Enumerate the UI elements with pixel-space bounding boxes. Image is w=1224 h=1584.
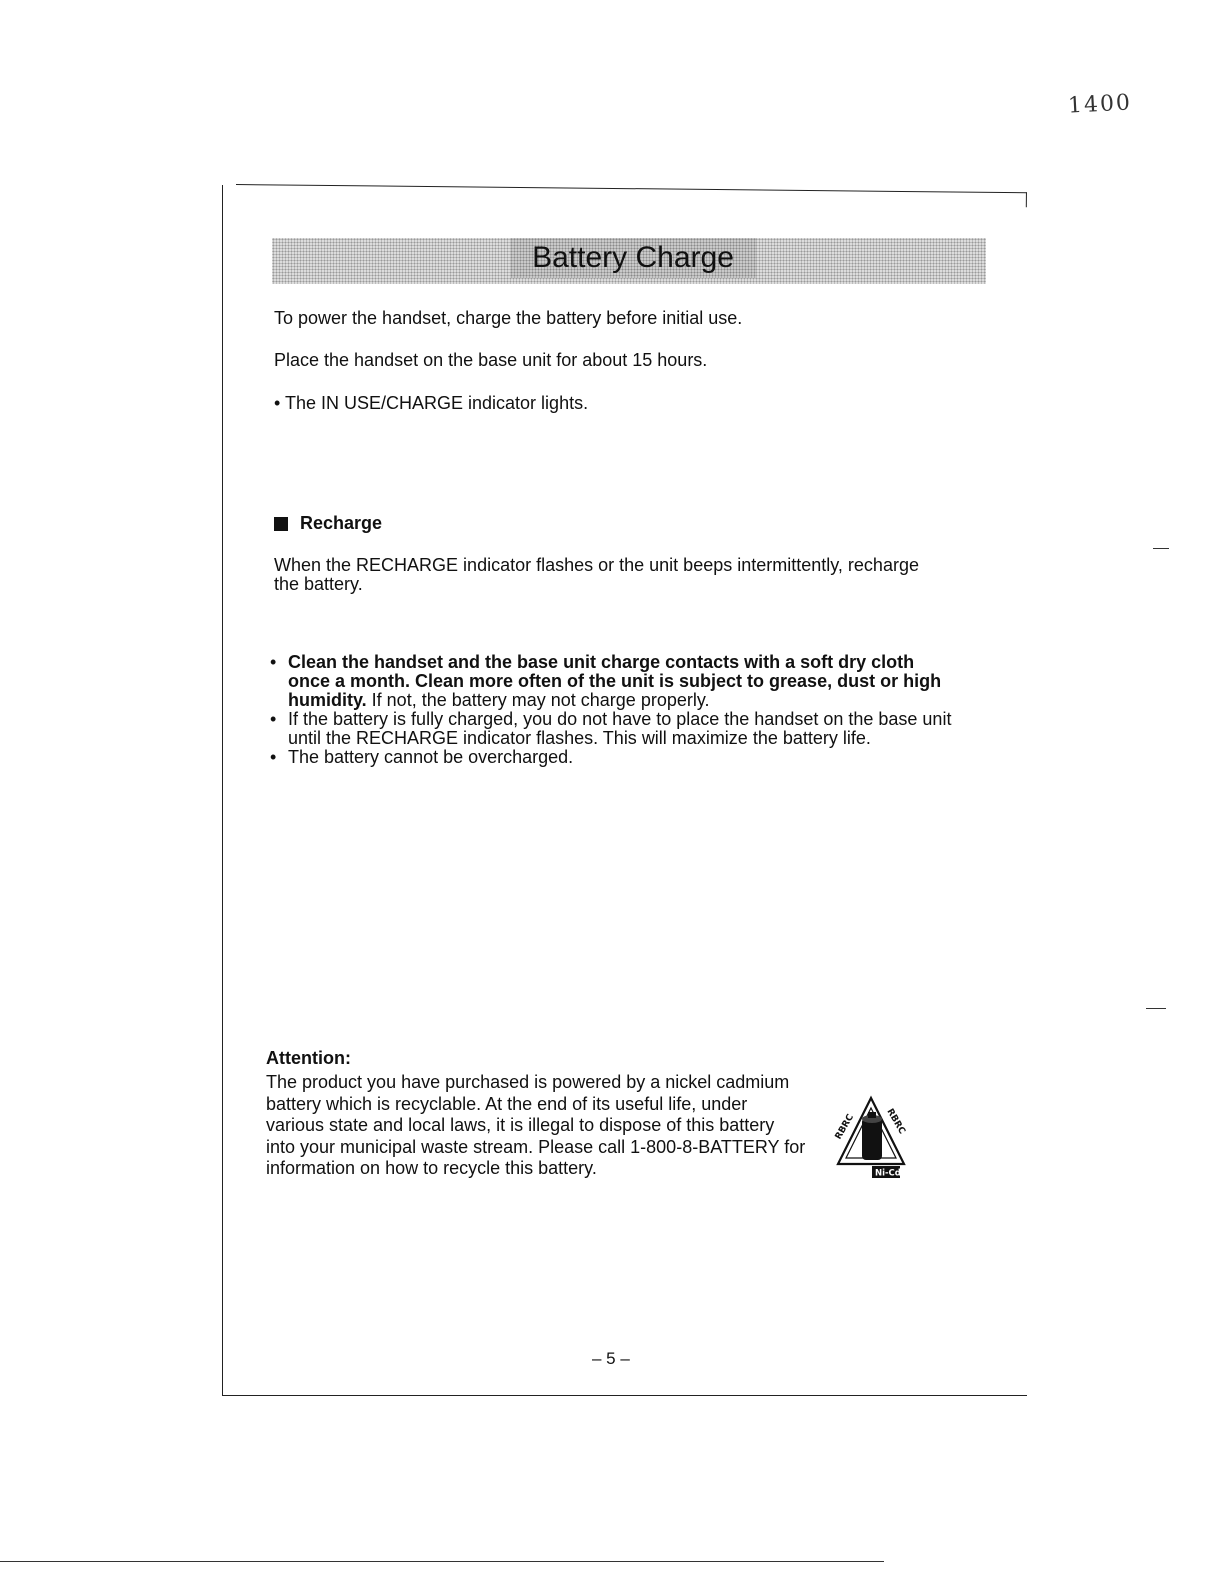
page-number: – 5 – [592,1349,630,1368]
attention-body: The product you have purchased is powered by a nickel cadmium battery which is recyclable. At the end of its useful life, under various state and local laws, it is illegal to dispose of this battery into your municipal waste stream. Please call 1-800-8-BATTERY for information on how to recycle this battery. [266,1072,806,1178]
note-bold-text: Clean the handset and the base unit charge contacts with a soft dry cloth once a month. Clean more often of the unit is subject to grease, dust or high humidity. [288,652,942,710]
recharge-body: When the RECHARGE indicator flashes or the unit beeps intermittently, recharge the battery. [274,555,919,594]
note-item [268,748,958,767]
title-box [510,238,756,278]
logo-seal-text-right: RBRC [884,1107,907,1136]
margin-mark [1153,548,1169,549]
margin-mark [1146,1008,1166,1009]
page-title: Battery Charge [532,241,734,274]
recharge-heading [274,513,382,534]
logo-seal-text-left: RBRC [833,1112,856,1142]
intro-line-2: Place the handset on the base unit for about 15 hours. [274,350,708,370]
intro-line-1: To power the handset, charge the battery before initial use. [274,308,743,328]
bottom-rule [0,1561,884,1562]
note-item [268,710,958,748]
note-text: The battery cannot be overcharged. [288,747,574,767]
attention-heading: Attention: [266,1048,351,1068]
notes-list [268,653,958,767]
handwritten-annotation: 1400 [1067,90,1133,119]
rbrc-recycle-logo-icon [828,1092,914,1184]
note-text: If not, the battery may not charge properly. [366,690,710,710]
note-text: If the battery is fully charged, you do not have to place the handset on the base unit until the RECHARGE indicator flashes. This will maximize the battery life. [288,709,952,748]
recharge-heading-label: Recharge [300,513,383,533]
logo-chemistry-label: Ni-Cd [875,1168,901,1179]
square-bullet-icon [274,517,288,531]
intro-bullet: • The IN USE/CHARGE indicator lights. [274,393,589,413]
note-item [268,653,958,710]
